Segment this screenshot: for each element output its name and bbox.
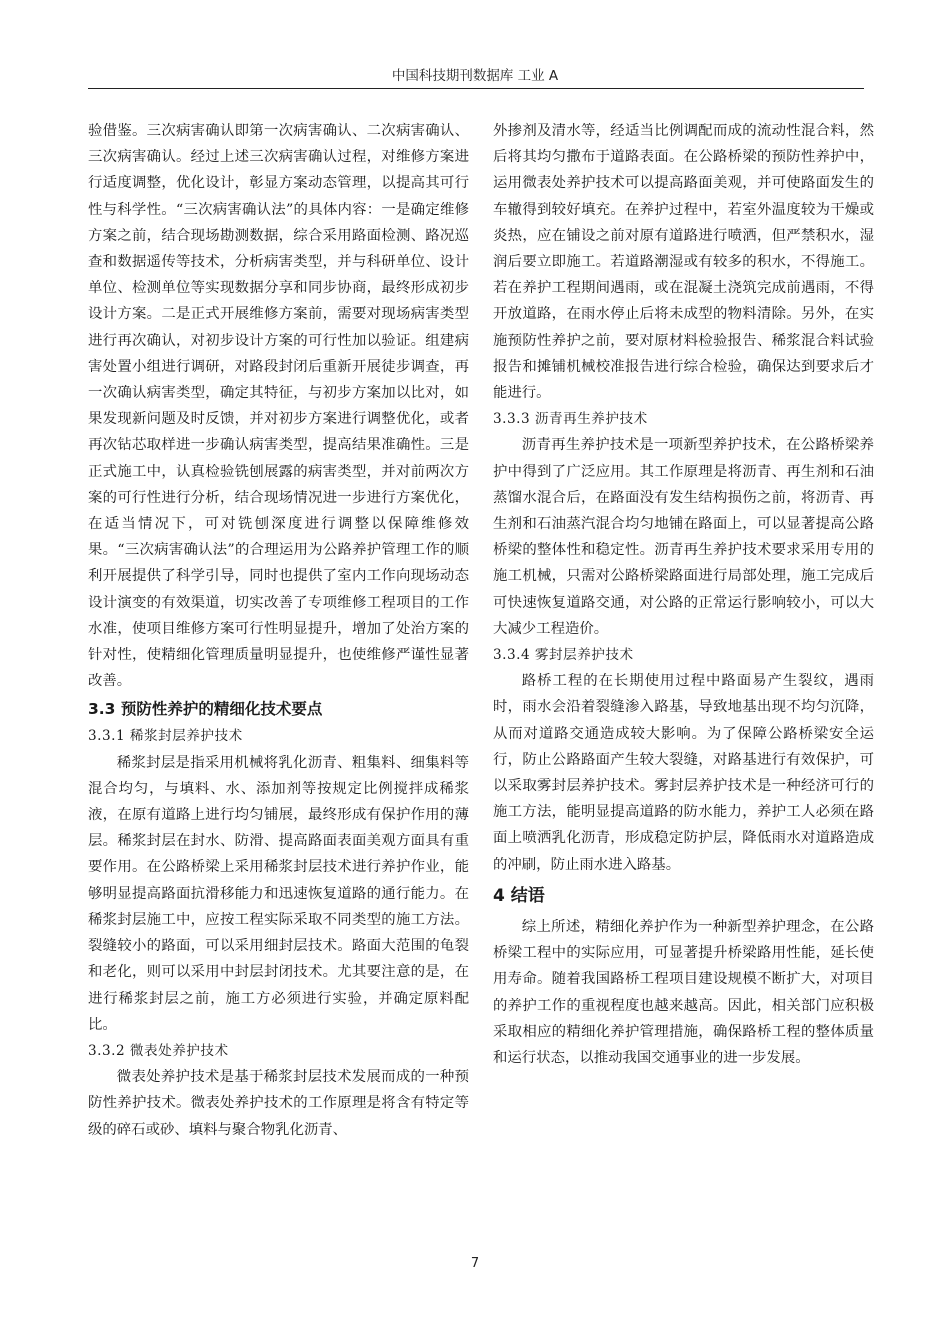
section-heading-3-3: 3.3 预防性养护的精细化技术要点 [88, 700, 323, 719]
page-number: 7 [470, 1256, 480, 1271]
subsection-heading-3-3-4: 3.3.4 雾封层养护技术 [493, 647, 634, 664]
subsection-heading-3-3-2: 3.3.2 微表处养护技术 [88, 1042, 229, 1059]
paragraph-fog-seal: 路桥工程的在长期使用过程中路面易产生裂纹，遇雨时，雨水会沿着裂缝渗入路基，导致地基出现不均匀沉降，从而对道路交通造成较大影响。为了保障公路桥梁安全运行，防止公路路面产生较大裂缝，对路基进行有效保护，可以采取雾封层养护技术。雾封层养护技术是一种经济可行的施工方法，能明显提高道路的防水能力，养护工人必须在路面上喷洒乳化沥青，形成稳定防护层，降低雨水对道路造成的冲刷，防止雨水进入路基。 [493, 673, 874, 873]
subsection-heading-3-3-1: 3.3.1 稀浆封层养护技术 [88, 728, 243, 745]
header-rule [88, 88, 864, 89]
left-column [88, 118, 469, 1143]
section-heading-conclusion: 4 结语 [493, 885, 545, 906]
paragraph-micro-surfacing-cont: 外掺剂及清水等，经适当比例调配而成的流动性混合料，然后将其均匀撒布于道路表面。在公路桥梁的预防性养护中，运用微表处养护技术可以提高路面美观，并可使路面发生的车辙得到较好填充。在养护过程中，若室外温度较为干燥或炎热，应在铺设之前对原有道路进行喷洒，但严禁积水，湿润后要立即施工。若道路潮湿或有较多的积水，不得施工。若在养护工程期间遇雨，或在混凝土浇筑完成前遇雨，不得开放道路，在雨水停止后将未成型的物料清除。另外，在实施预防性养护之前，要对原材料检验报告、稀浆混合料试验报告和摊铺机械校准报告进行综合检验，确保达到要求后才能进行。 [493, 123, 874, 402]
paragraph-slurry-seal: 稀浆封层是指采用机械将乳化沥青、粗集料、细集料等混合均匀，与填料、水、添加剂等按规定比例搅拌成稀浆液，在原有道路上进行均匀铺展，最终形成有保护作用的薄层。稀浆封层在封水、防滑、提高路面表面美观方面具有重要作用。在公路桥梁上采用稀浆封层技术进行养护作业，能够明显提高路面抗滑移能力和迅速恢复道路的通行能力。在稀浆封层施工中，应按工程实际采取不同类型的施工方法。裂缝较小的路面，可以采用细封层技术。路面大范围的龟裂和老化，则可以采用中封层封闭技术。尤其要注意的是，在进行稀浆封层之前，施工方必须进行实验，并确定原料配比。 [88, 754, 469, 1033]
journal-header: 中国科技期刊数据库 工业 A [391, 68, 559, 84]
subsection-heading-3-3-3: 3.3.3 沥青再生养护技术 [493, 411, 648, 428]
paragraph-micro-surfacing: 微表处养护技术是基于稀浆封层技术发展而成的一种预防性养护技术。微表处养护技术的工作原理是将含有特定等级的碎石或砂、填料与聚合物乳化沥青、 [88, 1069, 469, 1138]
paragraph-conclusion: 综上所述，精细化养护作为一种新型养护理念，在公路桥梁工程中的实际应用，可显著提升桥梁路用性能，延长使用寿命。随着我国路桥工程项目建设规模不断扩大，对项目的养护工作的重视程度也越来越高。因此，相关部门应积极采取相应的精细化养护管理措施，确保路桥工程的整体质量和运行状态，以推动我国交通事业的进一步发展。 [493, 918, 874, 1066]
paragraph-continued: 验借鉴。三次病害确认即第一次病害确认、二次病害确认、三次病害确认。经过上述三次病害确认过程，对维修方案进行适度调整，优化设计，彰显方案动态管理，以提高其可行性与科学性。“三次病害确认法”的具体内容：一是确定维修方案之前，结合现场勘测数据，综合采用路面检测、路况巡查和数据遥传等技术，分析病害类型，并与科研单位、设计单位、检测单位等实现数据分享和同步协商，最终形成初步设计方案。二是正式开展维修方案前，需要对现场病害类型进行再次确认，对初步设计方案的可行性加以验证。组建病害处置小组进行调研，对路段封闭后重新开展徒步调查，再一次确认病害类型，确定其特征，与初步方案加以比对，如果发现新问题及时反馈，并对初步方案进行调整优化，或者再次钻芯取样进一步确认病害类型，提高结果准确性。三是正式施工中，认真检验铣刨展露的病害类型，并对前两次方案的可行性进行分析，结合现场情况进一步进行方案优化，在适当情况下，可对铣刨深度进行调整以保障维修效果。“三次病害确认法”的合理运用为公路养护管理工作的顺利开展提供了科学引导，同时也提供了室内工作向现场动态设计演变的有效渠道，切实改善了专项维修工程项目的工作水准，使项目维修方案可行性明显提升，增加了处治方案的针对性，使精细化管理质量明显提升，也使维修严谨性显著改善。 [88, 123, 469, 690]
paragraph-asphalt-recycling: 沥青再生养护技术是一项新型养护技术，在公路桥梁养护中得到了广泛应用。其工作原理是将沥青、再生剂和石油蒸馏水混合后，在路面没有发生结构损伤之前，将沥青、再生剂和石油蒸汽混合均匀地铺在路面上，可以显著提高公路桥梁的整体性和稳定性。沥青再生养护技术要求采用专用的施工机械，只需对公路桥梁路面进行局部处理，施工完成后可快速恢复道路交通，对公路的正常运行影响较小，可以大大减少工程造价。 [493, 437, 874, 637]
right-column [493, 118, 874, 1071]
